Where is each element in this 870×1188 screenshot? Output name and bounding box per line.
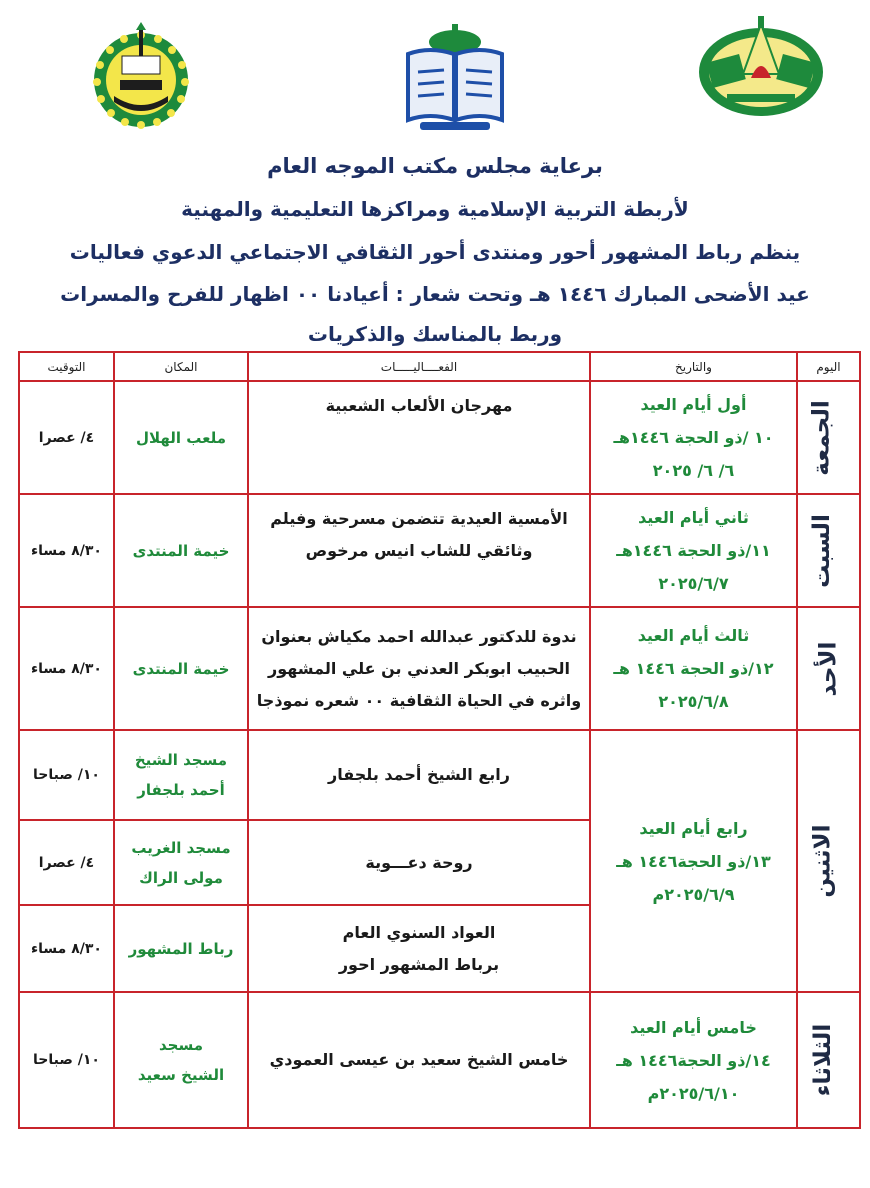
date-line: ١٢/ذو الحجة ١٤٤٦ هـ bbox=[613, 659, 774, 678]
date-line: رابع أيام العيد bbox=[639, 818, 748, 838]
place-cell bbox=[114, 730, 248, 820]
day-label: الثلاثاء bbox=[809, 1023, 836, 1097]
place-line: مسجد الشيخ bbox=[134, 751, 228, 769]
ahwar-forum-logo bbox=[90, 22, 192, 134]
column-header-date: والتاريخ bbox=[590, 352, 797, 381]
place-line: مولى الراك bbox=[139, 868, 223, 887]
activity-line: العواد السنوي العام bbox=[342, 922, 496, 942]
date-line: ٢٠٢٥/٦/٧ bbox=[658, 574, 729, 593]
header-line-slogan: عيد الأضحى المبارك ١٤٤٦ هـ وتحت شعار : أعيادنا ٠٠ اظهار للفرح والمسرات bbox=[60, 282, 810, 306]
time-cell: ١٠/ صباحا bbox=[19, 730, 114, 820]
activity-cell bbox=[248, 494, 590, 607]
activity-cell bbox=[248, 905, 590, 992]
place-line: رباط المشهور bbox=[128, 939, 234, 958]
header-line-slogan-continued: وربط بالمناسك والذكريات bbox=[307, 322, 563, 346]
day-cell bbox=[797, 992, 860, 1128]
day-label: الأحد bbox=[815, 641, 842, 696]
place-line: أحمد بلجفار bbox=[137, 781, 225, 799]
date-line: ١٣/ذو الحجة١٤٤٦ هـ bbox=[616, 851, 771, 871]
activity-line: برباط المشهور احور bbox=[338, 954, 500, 974]
date-line: ثاني أيام العيد bbox=[638, 508, 749, 527]
activity-line: روحة دعـــوية bbox=[365, 852, 473, 872]
place-cell bbox=[114, 607, 248, 730]
time-cell: ٤/ عصرا bbox=[19, 820, 114, 905]
day-cell bbox=[797, 494, 860, 607]
day-label: الاثنين bbox=[809, 824, 836, 898]
date-cell bbox=[590, 494, 797, 607]
activity-line: رابع الشيخ أحمد بلجفار bbox=[328, 765, 510, 784]
activity-line: واثره في الحياة الثقافية ٠٠ شعره نموذجا bbox=[256, 690, 582, 710]
table-row bbox=[19, 381, 860, 494]
place-line: ملعب الهلال bbox=[135, 428, 227, 447]
time-cell: ١٠/ صباحا bbox=[19, 992, 114, 1128]
date-line: خامس أيام العيد bbox=[630, 1017, 757, 1037]
date-line: ثالث أيام العيد bbox=[637, 626, 750, 645]
column-header-day: اليوم bbox=[797, 352, 860, 381]
rabita-emblem-logo bbox=[695, 14, 827, 124]
date-line: ٢٠٢٥/٦/١٠م bbox=[647, 1083, 740, 1103]
place-line: مسجد bbox=[158, 1036, 204, 1054]
place-cell bbox=[114, 992, 248, 1128]
activity-cell bbox=[248, 820, 590, 905]
table-row bbox=[19, 992, 860, 1128]
activity-line: ندوة للدكتور عبدالله احمد مكياش بعنوان bbox=[261, 626, 577, 646]
date-line: أول أيام العيد bbox=[640, 395, 747, 414]
date-line: ٦/ ٦/ ٢٠٢٥ bbox=[652, 461, 735, 480]
place-line: مسجد الغريب bbox=[131, 838, 231, 857]
day-label: السبت bbox=[809, 513, 836, 588]
date-cell bbox=[590, 992, 797, 1128]
place-line: الشيخ سعيد bbox=[137, 1066, 225, 1084]
column-header-activity: الفعــــاليـــــات bbox=[248, 352, 590, 381]
day-label: الجمعة bbox=[808, 399, 835, 476]
activity-line: الحبيب ابوبكر العدني بن علي المشهور bbox=[268, 658, 570, 678]
time-cell: ٨/٣٠ مساء bbox=[19, 905, 114, 992]
place-cell bbox=[114, 905, 248, 992]
place-cell bbox=[114, 820, 248, 905]
date-cell bbox=[590, 730, 797, 992]
logo-row bbox=[0, 0, 870, 150]
table-header-row bbox=[19, 352, 860, 381]
column-header-time: التوقيت bbox=[19, 352, 114, 381]
day-cell bbox=[797, 381, 860, 494]
activity-cell bbox=[248, 381, 590, 494]
date-line: ٢٠٢٥/٦/٩م bbox=[652, 884, 735, 904]
activity-line: خامس الشيخ سعيد بن عيسى العمودي bbox=[269, 1050, 569, 1069]
header-line-sponsor: برعاية مجلس مكتب الموجه العام bbox=[267, 154, 603, 178]
date-cell bbox=[590, 607, 797, 730]
table-row bbox=[19, 730, 860, 820]
activity-cell bbox=[248, 730, 590, 820]
date-line: ١١/ذو الحجة ١٤٤٦هـ bbox=[616, 541, 771, 560]
time-cell: ٨/٣٠ مساء bbox=[19, 494, 114, 607]
activity-cell bbox=[248, 992, 590, 1128]
table-row bbox=[19, 494, 860, 607]
place-line: خيمة المنتدى bbox=[132, 541, 230, 560]
place-cell bbox=[114, 381, 248, 494]
activity-line: مهرجان الألعاب الشعبية bbox=[325, 396, 513, 415]
table-row bbox=[19, 607, 860, 730]
header-line-organizers: ينظم رباط المشهور أحور ومنتدى أحور الثقافي الاجتماعي الدعوي فعاليات bbox=[69, 240, 801, 264]
activity-line: وثائقي للشاب انيس مرخوص bbox=[305, 541, 533, 560]
activity-cell bbox=[248, 607, 590, 730]
time-cell: ٨/٣٠ مساء bbox=[19, 607, 114, 730]
education-book-logo bbox=[400, 24, 510, 132]
date-line: ١٤/ذو الحجة١٤٤٦ هـ bbox=[616, 1050, 771, 1070]
header-line-organization: لأربطة التربية الإسلامية ومراكزها التعليمية والمهنية bbox=[181, 197, 689, 221]
place-cell bbox=[114, 494, 248, 607]
day-cell bbox=[797, 607, 860, 730]
schedule-table bbox=[18, 351, 861, 1129]
date-cell bbox=[590, 381, 797, 494]
day-cell bbox=[797, 730, 860, 992]
time-cell: ٤/ عصرا bbox=[19, 381, 114, 494]
activity-line: الأمسية العيدية تتضمن مسرحية وفيلم bbox=[270, 509, 568, 528]
date-line: ٢٠٢٥/٦/٨ bbox=[658, 692, 729, 711]
place-line: خيمة المنتدى bbox=[132, 659, 230, 678]
column-header-place: المكان bbox=[114, 352, 248, 381]
date-line: ١٠ /ذو الحجة ١٤٤٦هـ bbox=[613, 428, 774, 447]
